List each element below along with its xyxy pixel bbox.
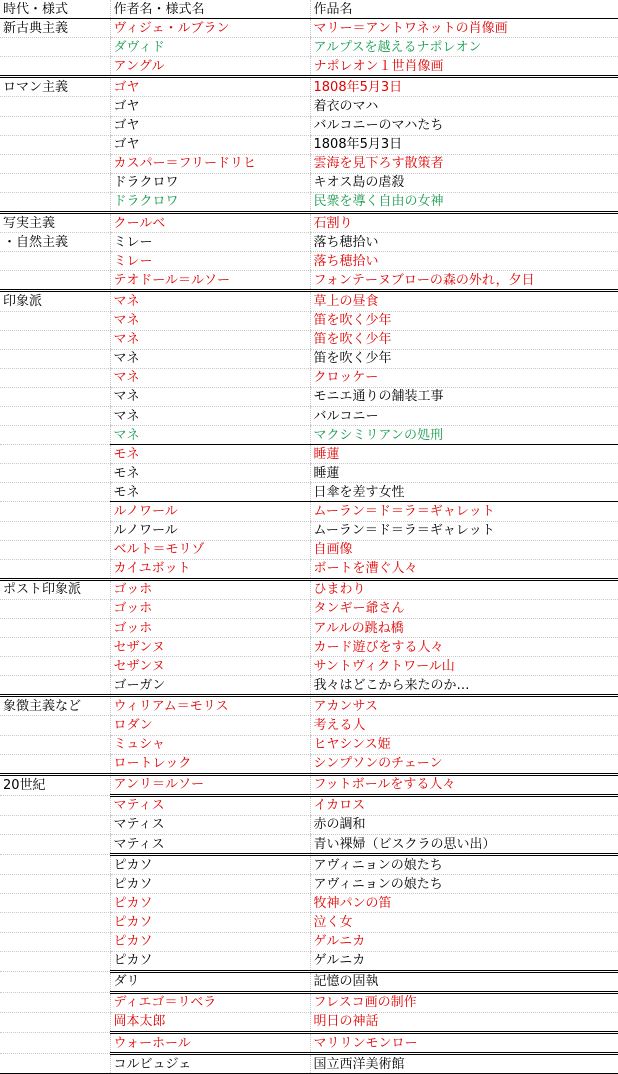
table-row bbox=[0, 559, 618, 579]
table-row bbox=[0, 875, 618, 894]
artist-cell[interactable]: ピカソ bbox=[110, 894, 310, 913]
artist-cell[interactable]: マネ bbox=[110, 426, 310, 445]
table-row bbox=[0, 716, 618, 735]
artist-cell[interactable]: ピカソ bbox=[110, 913, 310, 932]
table-row bbox=[0, 932, 618, 951]
era-cell[interactable] bbox=[0, 951, 110, 971]
era-cell[interactable] bbox=[0, 754, 110, 774]
era-cell[interactable] bbox=[0, 855, 110, 875]
table-row bbox=[0, 774, 618, 795]
work-cell[interactable]: 落ち穂拾い bbox=[310, 233, 618, 252]
work-cell[interactable]: ゲルニカ bbox=[310, 951, 618, 971]
table-row bbox=[0, 233, 618, 252]
artist-cell[interactable]: アンリ＝ルソー bbox=[110, 774, 310, 795]
work-cell[interactable]: クロッケー bbox=[310, 368, 618, 387]
table-row bbox=[0, 77, 618, 97]
work-cell[interactable]: マリー＝アントワネットの肖像画 bbox=[310, 19, 618, 38]
table-row bbox=[0, 657, 618, 676]
table-row bbox=[0, 387, 618, 406]
work-cell[interactable]: バルコニー bbox=[310, 406, 618, 425]
artist-cell[interactable]: ピカソ bbox=[110, 875, 310, 894]
artist-cell[interactable]: ミュシャ bbox=[110, 735, 310, 754]
work-cell[interactable]: フォンテーヌブローの森の外れ，夕日 bbox=[310, 271, 618, 291]
table-row bbox=[0, 913, 618, 932]
work-cell[interactable]: 雲海を見下ろす散策者 bbox=[310, 154, 618, 173]
work-cell[interactable]: 睡蓮 bbox=[310, 445, 618, 464]
era-cell[interactable] bbox=[0, 483, 110, 502]
artist-cell[interactable]: モネ bbox=[110, 464, 310, 483]
era-cell[interactable] bbox=[0, 311, 110, 330]
artist-cell[interactable]: ゴーガン bbox=[110, 676, 310, 696]
table-row bbox=[0, 579, 618, 599]
table-row bbox=[0, 445, 618, 464]
artist-cell[interactable]: アングル bbox=[110, 57, 310, 77]
era-cell[interactable] bbox=[0, 815, 110, 834]
table-row bbox=[0, 599, 618, 618]
era-cell[interactable] bbox=[0, 795, 110, 815]
era-cell[interactable] bbox=[0, 540, 110, 559]
era-cell[interactable] bbox=[0, 835, 110, 855]
era-cell[interactable] bbox=[0, 330, 110, 349]
artist-cell[interactable]: ダヴィド bbox=[110, 38, 310, 57]
work-cell[interactable]: サントヴィクトワール山 bbox=[310, 657, 618, 676]
artist-cell[interactable]: ドラクロワ bbox=[110, 192, 310, 212]
work-cell[interactable]: アヴィニョンの娘たち bbox=[310, 855, 618, 875]
work-cell[interactable]: バルコニーのマハたち bbox=[310, 116, 618, 135]
work-cell[interactable]: ひまわり bbox=[310, 579, 618, 599]
era-cell[interactable] bbox=[0, 154, 110, 173]
work-cell[interactable]: 笛を吹く少年 bbox=[310, 330, 618, 349]
era-cell[interactable]: ロマン主義 bbox=[0, 77, 110, 97]
era-cell[interactable] bbox=[0, 445, 110, 464]
era-cell[interactable] bbox=[0, 271, 110, 291]
era-cell[interactable] bbox=[0, 349, 110, 368]
table-row bbox=[0, 521, 618, 540]
table-row bbox=[0, 330, 618, 349]
work-cell[interactable]: 赤の調和 bbox=[310, 815, 618, 834]
table-row bbox=[0, 638, 618, 657]
era-cell[interactable]: 新古典主義 bbox=[0, 19, 110, 38]
table-row bbox=[0, 464, 618, 483]
era-cell[interactable] bbox=[0, 464, 110, 483]
table-row bbox=[0, 192, 618, 212]
artist-cell[interactable]: モネ bbox=[110, 445, 310, 464]
era-cell[interactable]: ポスト印象派 bbox=[0, 579, 110, 599]
artist-cell[interactable]: カスパー＝フリードリヒ bbox=[110, 154, 310, 173]
work-cell[interactable]: 我々はどこから来たのか… bbox=[310, 676, 618, 696]
header-artist[interactable]: 作者名・様式名 bbox=[110, 0, 310, 19]
work-cell[interactable]: タンギー爺さん bbox=[310, 599, 618, 618]
work-cell[interactable]: ボートを漕ぐ人々 bbox=[310, 559, 618, 579]
table-row bbox=[0, 696, 618, 716]
table-row bbox=[0, 992, 618, 1012]
work-cell[interactable]: イカロス bbox=[310, 795, 618, 815]
era-cell[interactable] bbox=[0, 559, 110, 579]
table-row bbox=[0, 855, 618, 875]
table-row bbox=[0, 815, 618, 834]
work-cell[interactable]: ムーラン＝ド＝ラ＝ギャレット bbox=[310, 521, 618, 540]
era-cell[interactable] bbox=[0, 1032, 110, 1053]
work-cell[interactable]: 石割り bbox=[310, 213, 618, 233]
table-row bbox=[0, 291, 618, 311]
era-cell[interactable]: 象徴主義など bbox=[0, 696, 110, 716]
work-cell[interactable]: 民衆を導く自由の女神 bbox=[310, 192, 618, 212]
table-row bbox=[0, 795, 618, 815]
artist-cell[interactable]: ミレー bbox=[110, 233, 310, 252]
work-cell[interactable]: モニエ通りの舗装工事 bbox=[310, 387, 618, 406]
table-row bbox=[0, 213, 618, 233]
table-row bbox=[0, 271, 618, 291]
artist-cell[interactable]: マネ bbox=[110, 330, 310, 349]
artist-cell[interactable]: ゴッホ bbox=[110, 599, 310, 618]
artist-cell[interactable]: ロートレック bbox=[110, 754, 310, 774]
artist-cell[interactable]: セザンヌ bbox=[110, 657, 310, 676]
table-row bbox=[0, 349, 618, 368]
era-cell[interactable] bbox=[0, 426, 110, 445]
work-cell[interactable]: 草上の昼食 bbox=[310, 291, 618, 311]
table-row bbox=[0, 676, 618, 696]
work-cell[interactable]: アルプスを越えるナポレオン bbox=[310, 38, 618, 57]
table-row bbox=[0, 835, 618, 855]
table-row bbox=[0, 252, 618, 271]
artist-cell[interactable]: マネ bbox=[110, 291, 310, 311]
work-cell[interactable]: 記憶の固執 bbox=[310, 971, 618, 992]
work-cell[interactable]: 睡蓮 bbox=[310, 464, 618, 483]
table-row bbox=[0, 951, 618, 971]
work-cell[interactable]: ナポレオン１世肖像画 bbox=[310, 57, 618, 77]
table-row bbox=[0, 1054, 618, 1074]
table-row bbox=[0, 38, 618, 57]
artist-cell[interactable]: ヴィジェ・ルブラン bbox=[110, 19, 310, 38]
table-row bbox=[0, 19, 618, 38]
era-cell[interactable] bbox=[0, 1054, 110, 1074]
era-cell[interactable] bbox=[0, 1012, 110, 1032]
artist-cell[interactable]: ゴヤ bbox=[110, 116, 310, 135]
work-cell[interactable]: 泣く女 bbox=[310, 913, 618, 932]
work-cell[interactable]: 1808年5月3日 bbox=[310, 77, 618, 97]
work-cell[interactable]: フットボールをする人々 bbox=[310, 774, 618, 795]
table-row bbox=[0, 483, 618, 502]
era-cell[interactable] bbox=[0, 913, 110, 932]
era-cell[interactable] bbox=[0, 875, 110, 894]
era-cell[interactable] bbox=[0, 116, 110, 135]
table-row bbox=[0, 135, 618, 154]
work-cell[interactable]: マリリンモンロー bbox=[310, 1032, 618, 1053]
table-row bbox=[0, 311, 618, 330]
era-cell[interactable] bbox=[0, 502, 110, 521]
artist-cell[interactable]: ルノワール bbox=[110, 502, 310, 521]
era-cell[interactable] bbox=[0, 735, 110, 754]
work-cell[interactable]: 考える人 bbox=[310, 716, 618, 735]
era-cell[interactable] bbox=[0, 38, 110, 57]
artist-cell[interactable]: ゴヤ bbox=[110, 135, 310, 154]
table-row bbox=[0, 154, 618, 173]
table-row bbox=[0, 754, 618, 774]
work-cell[interactable]: 着衣のマハ bbox=[310, 97, 618, 116]
era-cell[interactable]: 20世紀 bbox=[0, 774, 110, 795]
artist-cell[interactable]: ロダン bbox=[110, 716, 310, 735]
header-era[interactable]: 時代・様式 bbox=[0, 0, 110, 19]
artist-cell[interactable]: クールベ bbox=[110, 213, 310, 233]
table-row bbox=[0, 1012, 618, 1032]
era-cell[interactable] bbox=[0, 932, 110, 951]
artist-cell[interactable]: 岡本太郎 bbox=[110, 1012, 310, 1032]
era-cell[interactable] bbox=[0, 619, 110, 638]
table-row bbox=[0, 406, 618, 425]
table-row bbox=[0, 540, 618, 559]
artist-cell[interactable]: テオドール＝ルソー bbox=[110, 271, 310, 291]
work-cell[interactable]: アカンサス bbox=[310, 696, 618, 716]
era-cell[interactable] bbox=[0, 894, 110, 913]
table-row bbox=[0, 173, 618, 192]
era-cell[interactable] bbox=[0, 521, 110, 540]
era-cell[interactable] bbox=[0, 135, 110, 154]
work-cell[interactable]: アルルの跳ね橋 bbox=[310, 619, 618, 638]
artist-cell[interactable]: マネ bbox=[110, 349, 310, 368]
artist-cell[interactable]: カイユボット bbox=[110, 559, 310, 579]
era-cell[interactable] bbox=[0, 173, 110, 192]
table-row bbox=[0, 97, 618, 116]
era-cell[interactable]: ・自然主義 bbox=[0, 233, 110, 252]
work-cell[interactable]: ゲルニカ bbox=[310, 932, 618, 951]
work-cell[interactable]: ムーラン＝ド＝ラ＝ギャレット bbox=[310, 502, 618, 521]
era-cell[interactable] bbox=[0, 676, 110, 696]
work-cell[interactable]: 自画像 bbox=[310, 540, 618, 559]
artist-cell[interactable]: マティス bbox=[110, 835, 310, 855]
artist-cell[interactable]: マティス bbox=[110, 795, 310, 815]
era-cell[interactable] bbox=[0, 716, 110, 735]
era-cell[interactable] bbox=[0, 992, 110, 1012]
work-cell[interactable]: キオス島の虐殺 bbox=[310, 173, 618, 192]
work-cell[interactable]: 笛を吹く少年 bbox=[310, 349, 618, 368]
work-cell[interactable]: 国立西洋美術館 bbox=[310, 1054, 618, 1074]
era-cell[interactable] bbox=[0, 638, 110, 657]
artist-cell[interactable]: マネ bbox=[110, 368, 310, 387]
work-cell[interactable]: シンプソンのチェーン bbox=[310, 754, 618, 774]
work-cell[interactable]: 1808年5月3日 bbox=[310, 135, 618, 154]
table-row bbox=[0, 619, 618, 638]
artist-cell[interactable]: ディエゴ＝リベラ bbox=[110, 992, 310, 1012]
artist-cell[interactable]: ダリ bbox=[110, 971, 310, 992]
work-cell[interactable]: ヒヤシンス姫 bbox=[310, 735, 618, 754]
artist-cell[interactable]: ゴヤ bbox=[110, 77, 310, 97]
era-cell[interactable]: 写実主義 bbox=[0, 213, 110, 233]
table-row bbox=[0, 426, 618, 445]
table-row bbox=[0, 368, 618, 387]
era-cell[interactable] bbox=[0, 97, 110, 116]
artist-cell[interactable]: ピカソ bbox=[110, 932, 310, 951]
artist-cell[interactable]: ミレー bbox=[110, 252, 310, 271]
era-cell[interactable] bbox=[0, 599, 110, 618]
artist-cell[interactable]: ベルト＝モリゾ bbox=[110, 540, 310, 559]
era-cell[interactable] bbox=[0, 657, 110, 676]
table-row bbox=[0, 57, 618, 77]
artist-cell[interactable]: ピカソ bbox=[110, 951, 310, 971]
artist-cell[interactable]: マネ bbox=[110, 387, 310, 406]
era-cell[interactable] bbox=[0, 252, 110, 271]
work-cell[interactable]: フレスコ画の制作 bbox=[310, 992, 618, 1012]
work-cell[interactable]: 日傘を差す女性 bbox=[310, 483, 618, 502]
work-cell[interactable]: 明日の神話 bbox=[310, 1012, 618, 1032]
era-cell[interactable] bbox=[0, 192, 110, 212]
work-cell[interactable]: 落ち穂拾い bbox=[310, 252, 618, 271]
artist-cell[interactable]: マネ bbox=[110, 406, 310, 425]
header-work[interactable]: 作品名 bbox=[310, 0, 618, 19]
table-row bbox=[0, 971, 618, 992]
era-cell[interactable] bbox=[0, 57, 110, 77]
artist-cell[interactable]: マネ bbox=[110, 311, 310, 330]
table-row bbox=[0, 1032, 618, 1053]
header-row bbox=[0, 0, 618, 19]
artist-cell[interactable]: モネ bbox=[110, 483, 310, 502]
table-row bbox=[0, 502, 618, 521]
artist-cell[interactable]: ゴッホ bbox=[110, 619, 310, 638]
table-row bbox=[0, 116, 618, 135]
artist-cell[interactable]: マティス bbox=[110, 815, 310, 834]
artist-cell[interactable]: ルノワール bbox=[110, 521, 310, 540]
table-row bbox=[0, 894, 618, 913]
work-cell[interactable]: カード遊びをする人々 bbox=[310, 638, 618, 657]
work-cell[interactable]: 牧神パンの笛 bbox=[310, 894, 618, 913]
work-cell[interactable]: 笛を吹く少年 bbox=[310, 311, 618, 330]
artist-cell[interactable]: ゴッホ bbox=[110, 579, 310, 599]
table-row bbox=[0, 735, 618, 754]
artist-cell[interactable]: ゴヤ bbox=[110, 97, 310, 116]
work-cell[interactable]: アヴィニョンの娘たち bbox=[310, 875, 618, 894]
work-cell[interactable]: マクシミリアンの処刑 bbox=[310, 426, 618, 445]
artist-cell[interactable]: コルビュジェ bbox=[110, 1054, 310, 1074]
artist-cell[interactable]: ウォーホール bbox=[110, 1032, 310, 1053]
artist-cell[interactable]: ウィリアム＝モリス bbox=[110, 696, 310, 716]
era-cell[interactable] bbox=[0, 971, 110, 992]
artist-cell[interactable]: ピカソ bbox=[110, 855, 310, 875]
era-cell[interactable] bbox=[0, 387, 110, 406]
work-cell[interactable]: 青い裸婦（ビスクラの思い出） bbox=[310, 835, 618, 855]
era-cell[interactable]: 印象派 bbox=[0, 291, 110, 311]
artist-cell[interactable]: セザンヌ bbox=[110, 638, 310, 657]
artist-cell[interactable]: ドラクロワ bbox=[110, 173, 310, 192]
era-cell[interactable] bbox=[0, 368, 110, 387]
era-cell[interactable] bbox=[0, 406, 110, 425]
